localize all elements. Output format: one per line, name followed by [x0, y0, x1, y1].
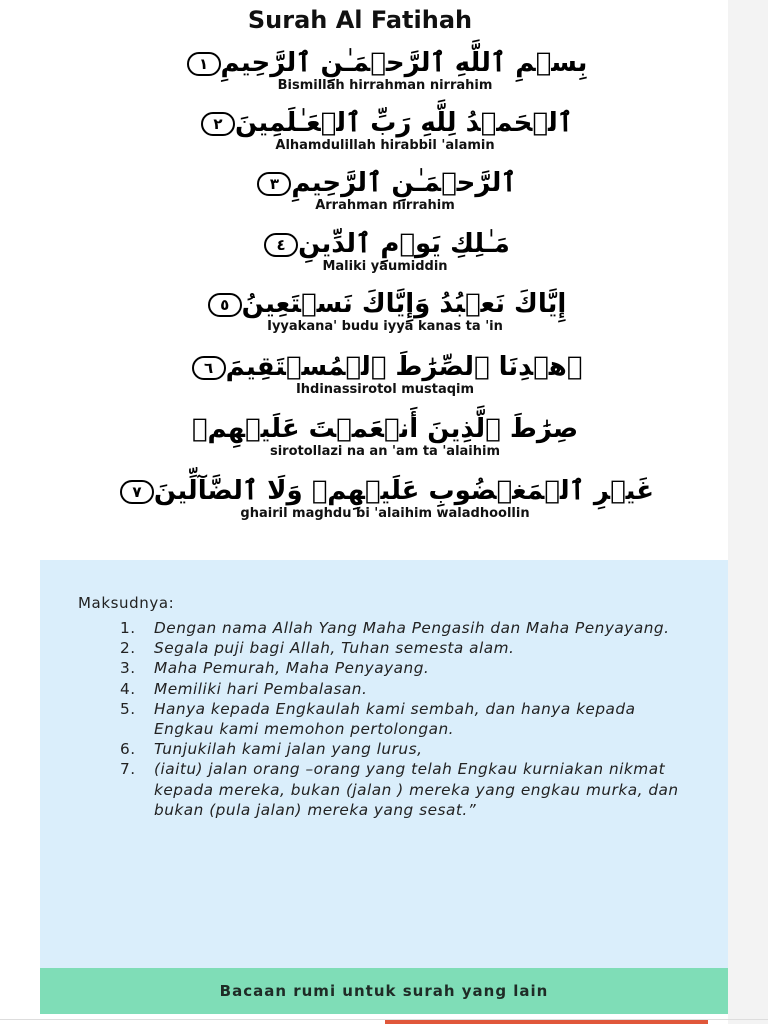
verse-rumi: Arrahman nirrahim	[315, 198, 455, 213]
progress-bar	[385, 1020, 708, 1024]
verse-number: ٣	[257, 172, 291, 196]
verse-6	[0, 350, 768, 397]
item-text: Maha Pemurah, Maha Penyayang.	[154, 659, 430, 678]
item-text: Memiliki hari Pembalasan.	[154, 679, 368, 698]
verse-rumi: Ihdinassirotol mustaqim	[295, 382, 475, 397]
verse-arabic: ٱلۡحَمۡدُ لِلَّهِ رَبِّ ٱلۡعَـٰلَمِينَ٢	[0, 106, 768, 140]
verse-arabic: غَيۡرِ ٱلۡمَغۡضُوبِ عَلَيۡهِمۡ وَلَا ٱلضَّآلِّينَ٧	[0, 474, 768, 508]
verse-number: ٧	[120, 480, 154, 504]
verse-arabic: ٱهۡدِنَا ٱلصِّرَٰطَ ٱلۡمُسۡتَقِيمَ٦	[0, 350, 768, 384]
verse-rumi: Bismillah hirrahman nirrahim	[277, 78, 493, 93]
item-text: (iaitu) jalan orang –orang yang telah Engkau kurniakan nikmat kepada mereka, bukan (jalan ) mereka yang engkau murka, dan bukan (pula jalan) mereka yang sesat.”	[154, 760, 679, 819]
verse-number: ٥	[208, 293, 242, 317]
meaning-item	[76, 658, 696, 678]
item-text: Segala puji bagi Allah, Tuhan semesta alam.	[154, 639, 515, 658]
verse-arabic: إِيَّاكَ نَعۡبُدُ وَإِيَّاكَ نَسۡتَعِينُ٥	[0, 287, 768, 321]
meaning-heading: Maksudnya:	[78, 594, 175, 612]
item-number: 5.	[120, 699, 136, 718]
meaning-item	[76, 679, 696, 699]
verse-number: ١	[187, 52, 221, 76]
item-text: Dengan nama Allah Yang Maha Pengasih dan Maha Penyayang.	[154, 619, 670, 637]
verse-rumi: sirotollazi na an 'am ta 'alaihim	[269, 444, 501, 459]
meaning-item	[76, 638, 696, 658]
item-text: Tunjukilah kami jalan yang lurus,	[154, 740, 423, 759]
meaning-list	[76, 618, 696, 820]
verse-3	[0, 166, 768, 213]
verse-rumi: Maliki yaumiddin	[322, 259, 448, 274]
meaning-item	[76, 759, 696, 820]
item-number: 4.	[120, 679, 136, 698]
verse-4	[0, 227, 768, 274]
other-surah-link[interactable]: Bacaan rumi untuk surah yang lain	[40, 968, 728, 1014]
verse-7a	[0, 412, 768, 459]
meaning-item	[76, 699, 696, 739]
item-text: Hanya kepada Engkaulah kami sembah, dan hanya kepada Engkau kami memohon pertolongan.	[154, 699, 636, 739]
verse-number: ٤	[264, 233, 298, 257]
item-number: 7.	[120, 760, 136, 779]
verse-rumi: ghairil maghdu bi 'alaihim waladhoollin	[240, 506, 530, 521]
verse-2	[0, 106, 768, 153]
item-number: 1.	[120, 619, 136, 637]
verse-number: ٢	[201, 112, 235, 136]
verse-1	[0, 46, 768, 93]
verse-5	[0, 287, 768, 334]
verse-arabic: ٱلرَّحۡمَـٰنِ ٱلرَّحِيمِ٣	[0, 166, 768, 200]
verse-arabic: مَـٰلِكِ يَوۡمِ ٱلدِّينِ٤	[0, 227, 768, 261]
verse-arabic: صِرَٰطَ ٱلَّذِينَ أَنۡعَمۡتَ عَلَيۡهِمۡ	[191, 414, 579, 444]
page-title: Surah Al Fatihah	[247, 6, 473, 34]
verse-number: ٦	[192, 356, 226, 380]
meaning-item	[76, 739, 696, 759]
verse-rumi: Iyyakana' budu iyya kanas ta 'in	[267, 319, 503, 334]
verse-rumi: Alhamdulillah hirabbil 'alamin	[275, 138, 495, 153]
verse-arabic: بِسۡمِ ٱللَّهِ ٱلرَّحۡمَـٰنِ ٱلرَّحِيمِ١	[0, 46, 768, 80]
meaning-box	[40, 560, 728, 968]
meaning-item	[76, 618, 696, 638]
verse-7b	[0, 474, 768, 521]
item-number: 6.	[120, 740, 136, 759]
item-number: 2.	[120, 639, 136, 658]
item-number: 3.	[120, 659, 136, 678]
